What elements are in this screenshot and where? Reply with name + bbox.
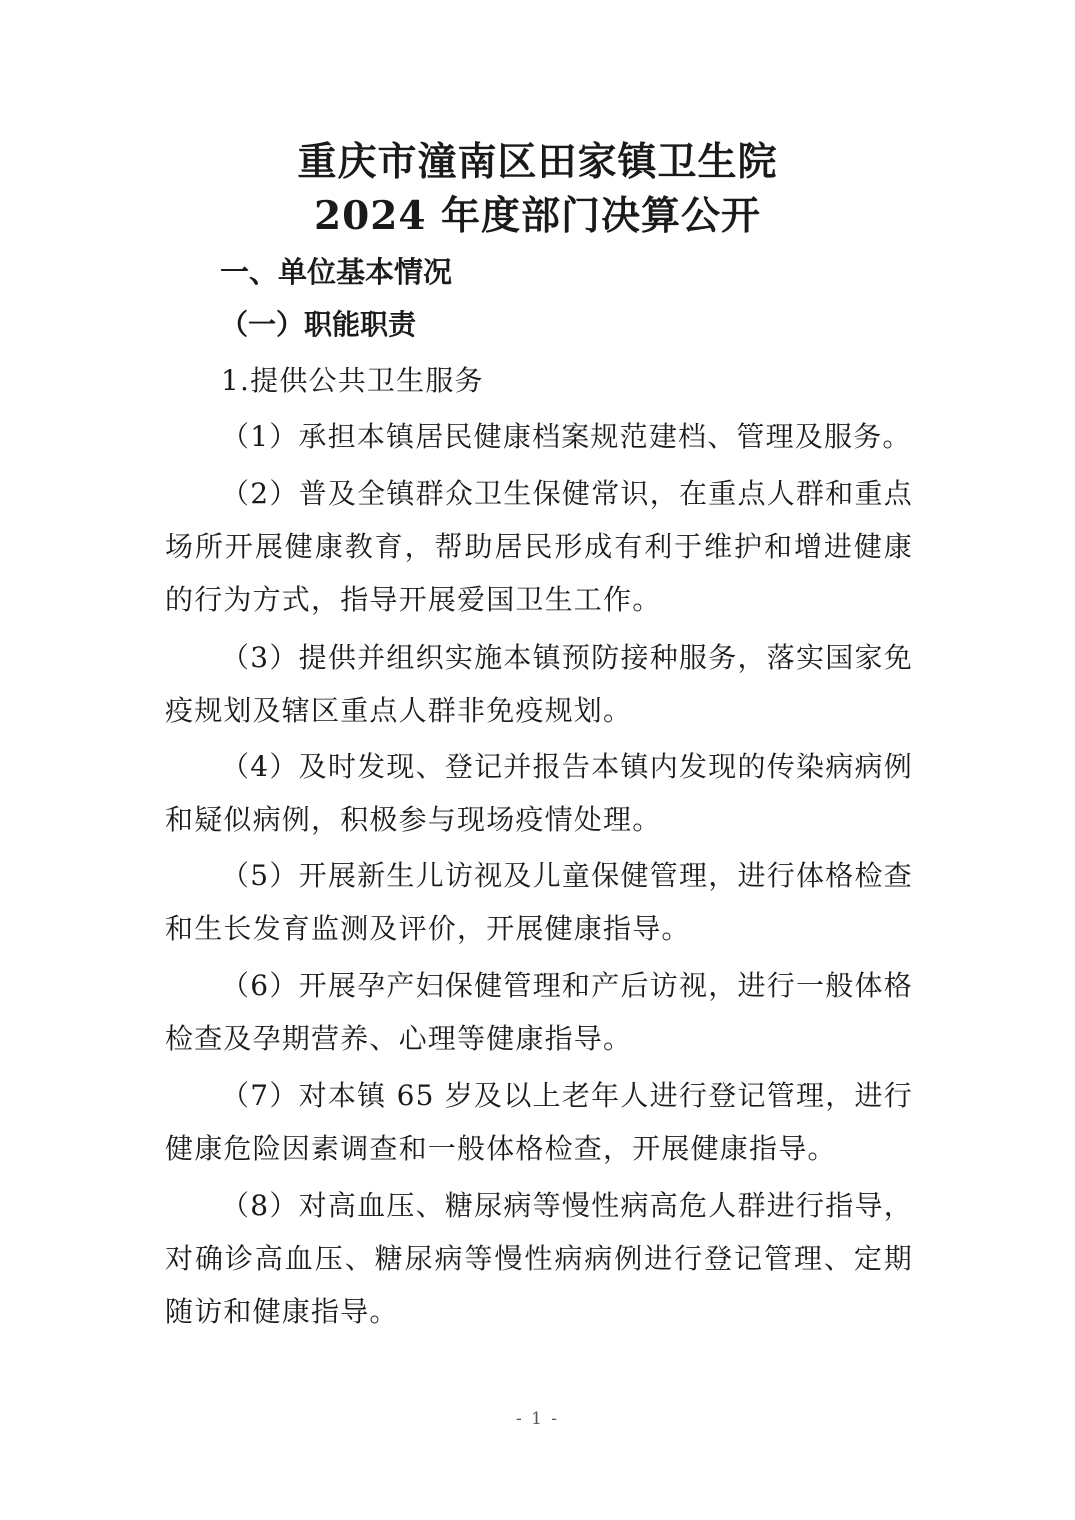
subsection-heading: （一）职能职责 [220,308,417,341]
paragraph-7: （7）对本镇 65 岁及以上老年人进行登记管理，进行健康危险因素调查和一般体格检查，开展健康指导。 [165,1079,913,1165]
subheading: 1.提供公共卫生服务 [221,364,484,397]
paragraph-3: （3）提供并组织实施本镇预防接种服务，落实国家免疫规划及辖区重点人群非免疫规划。 [165,641,913,727]
document-title-line2: 2024 年度部门决算公开 [313,193,762,239]
paragraph-4: （4）及时发现、登记并报告本镇内发现的传染病病例和疑似病例，积极参与现场疫情处理。 [165,750,913,836]
paragraph-6: （6）开展孕产妇保健管理和产后访视，进行一般体格检查及孕期营养、心理等健康指导。 [165,969,913,1055]
section-heading: 一、单位基本情况 [220,255,453,289]
document-title-line1: 重庆市潼南区田家镇卫生院 [297,139,778,185]
paragraph-1: （1）承担本镇居民健康档案规范建档、管理及服务。 [221,420,912,453]
paragraph-2: （2）普及全镇群众卫生保健常识，在重点人群和重点场所开展健康教育，帮助居民形成有利于维护和增进健康的行为方式，指导开展爱国卫生工作。 [165,477,913,616]
paragraph-5: （5）开展新生儿访视及儿童保健管理，进行体格检查和生长发育监测及评价，开展健康指导。 [165,859,913,945]
paragraph-8: （8）对高血压、糖尿病等慢性病高危人群进行指导，对确诊高血压、糖尿病等慢性病病例进行登记管理、定期随访和健康指导。 [165,1189,913,1328]
page-number: - 1 - [515,1409,560,1429]
